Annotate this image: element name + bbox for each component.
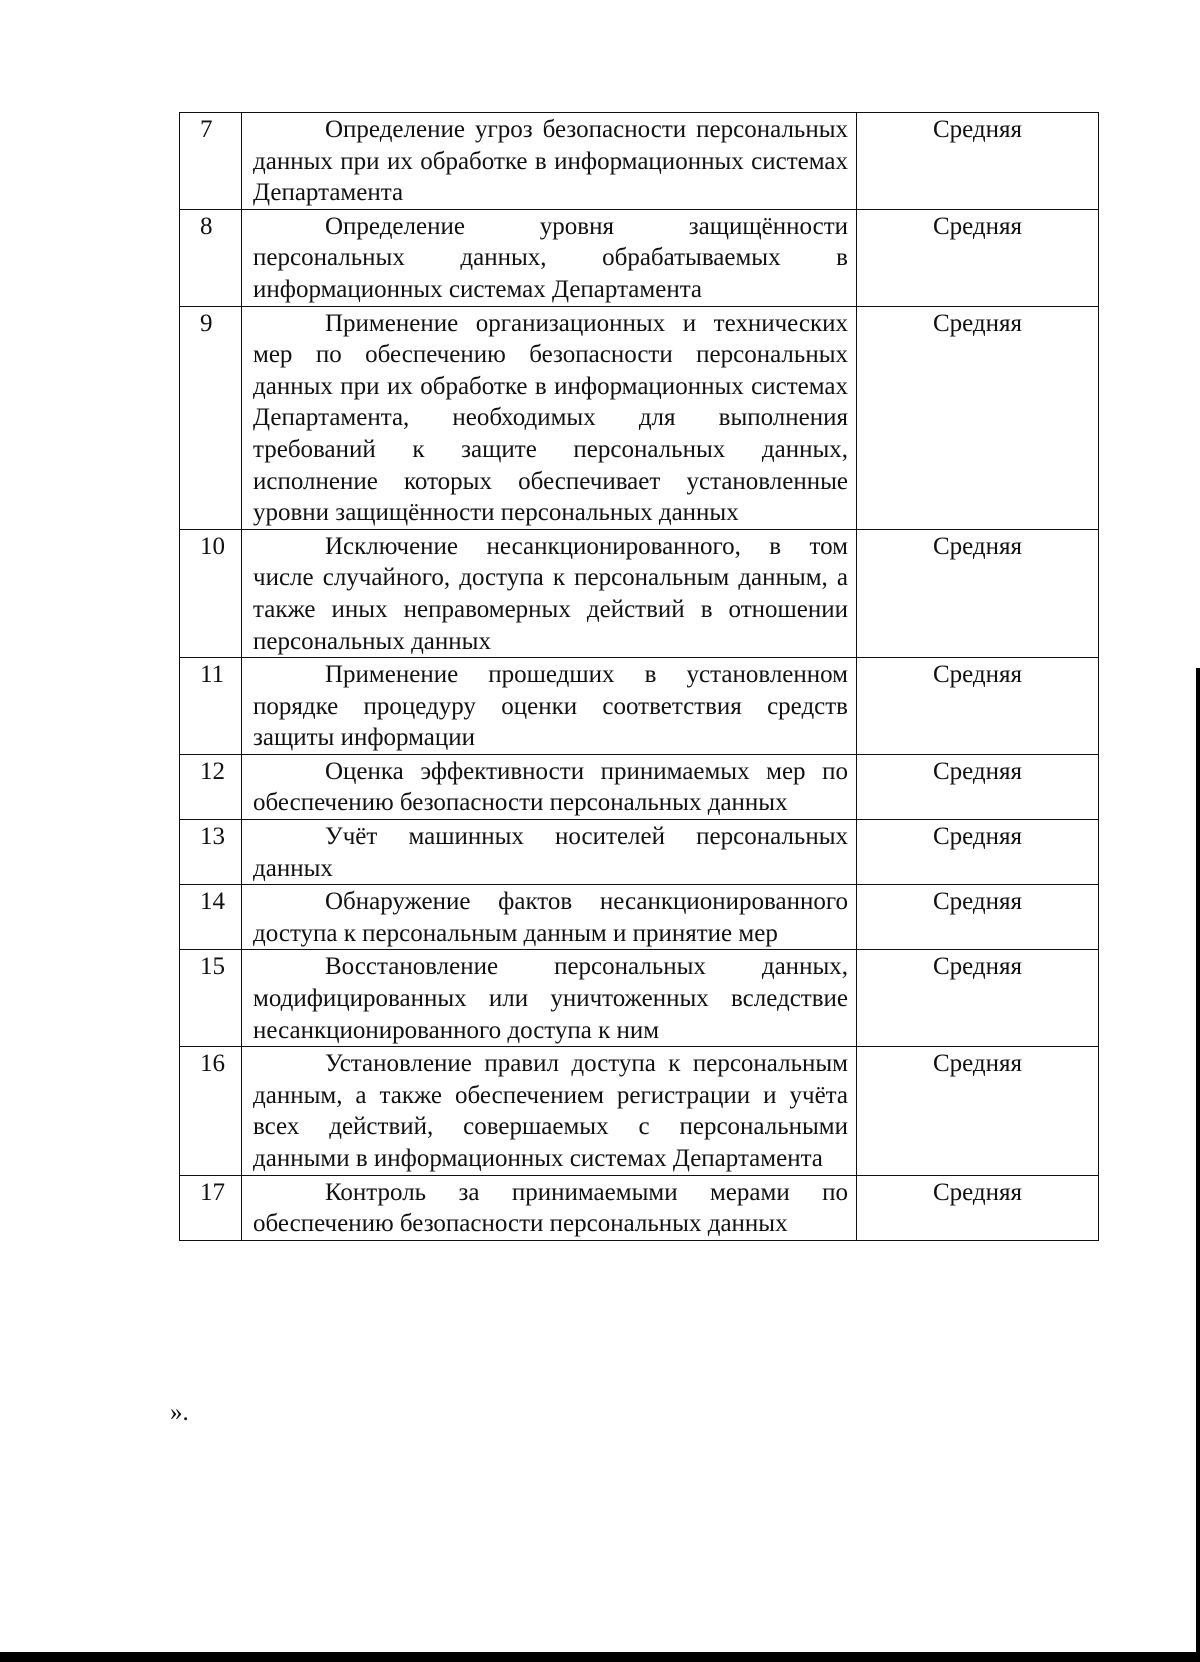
threat-level: Средняя	[857, 306, 1099, 529]
measure-description: Оценка эффективности принимаемых мер по обеспечению безопасности персональных данных	[242, 754, 857, 819]
row-number: 17	[180, 1175, 242, 1240]
row-number: 13	[180, 820, 242, 885]
table-row	[180, 113, 1099, 210]
table-row	[180, 306, 1099, 529]
row-number: 15	[180, 950, 242, 1047]
measure-description: Учёт машинных носителей персональных данных	[242, 820, 857, 885]
measure-description: Определение угроз безопасности персональных данных при их обработке в информационных системах Департамента	[242, 113, 857, 210]
table-row	[180, 529, 1099, 657]
table-row	[180, 950, 1099, 1047]
measures-table	[179, 112, 1099, 1241]
table-row	[180, 658, 1099, 755]
threat-level: Средняя	[857, 113, 1099, 210]
scan-edge-bottom	[0, 1652, 1200, 1662]
table-row	[180, 1175, 1099, 1240]
threat-level: Средняя	[857, 950, 1099, 1047]
threat-level: Средняя	[857, 209, 1099, 306]
row-number: 14	[180, 885, 242, 950]
row-number: 11	[180, 658, 242, 755]
closing-quote-mark: ».	[170, 1399, 189, 1426]
measure-description: Установление правил доступа к персональным данным, а также обеспечением регистрации и учёта всех действий, совершаемых с персональными данными в информационных системах Департамента	[242, 1047, 857, 1175]
threat-level: Средняя	[857, 754, 1099, 819]
table-row	[180, 1047, 1099, 1175]
table-row	[180, 885, 1099, 950]
measure-description: Применение прошедших в установленном порядке процедуру оценки соответствия средств защиты информации	[242, 658, 857, 755]
threat-level: Средняя	[857, 820, 1099, 885]
row-number: 12	[180, 754, 242, 819]
table-row	[180, 820, 1099, 885]
row-number: 7	[180, 113, 242, 210]
measure-description: Применение организационных и технических мер по обеспечению безопасности персональных данных при их обработке в информационных системах Департамента, необходимых для выполнения требований к защите персональных данных, исполнение которых обеспечивает установленные уровни защищённости персональных данных	[242, 306, 857, 529]
table-row	[180, 209, 1099, 306]
measures-table-body	[180, 113, 1099, 1241]
threat-level: Средняя	[857, 529, 1099, 657]
row-number: 8	[180, 209, 242, 306]
row-number: 16	[180, 1047, 242, 1175]
threat-level: Средняя	[857, 1047, 1099, 1175]
measure-description: Обнаружение фактов несанкционированного доступа к персональным данным и принятие мер	[242, 885, 857, 950]
threat-level: Средняя	[857, 658, 1099, 755]
scan-edge-right	[1196, 668, 1200, 1662]
measure-description: Исключение несанкционированного, в том числе случайного, доступа к персональным данным, а также иных неправомерных действий в отношении персональных данных	[242, 529, 857, 657]
row-number: 10	[180, 529, 242, 657]
threat-level: Средняя	[857, 1175, 1099, 1240]
table-row	[180, 754, 1099, 819]
measure-description: Восстановление персональных данных, модифицированных или уничтоженных вследствие несанкционированного доступа к ним	[242, 950, 857, 1047]
row-number: 9	[180, 306, 242, 529]
measure-description: Контроль за принимаемыми мерами по обеспечению безопасности персональных данных	[242, 1175, 857, 1240]
measure-description: Определение уровня защищённости персональных данных, обрабатываемых в информационных системах Департамента	[242, 209, 857, 306]
threat-level: Средняя	[857, 885, 1099, 950]
